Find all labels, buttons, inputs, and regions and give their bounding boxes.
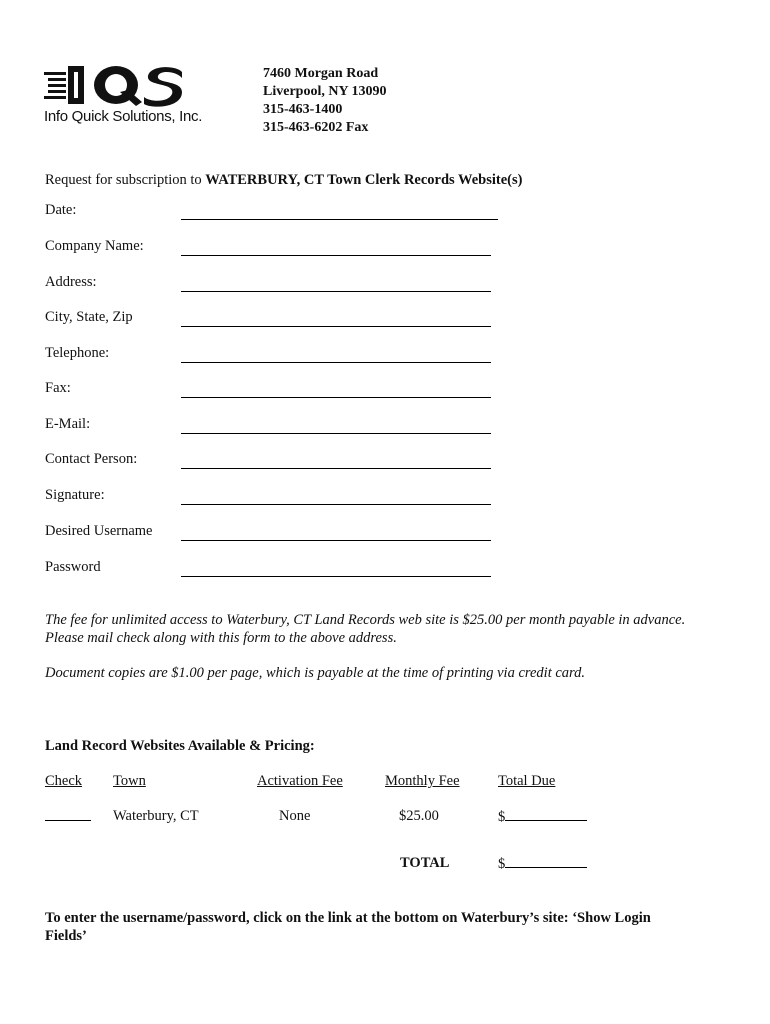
- form-row-company: [45, 238, 505, 258]
- col-header-town: Town: [113, 773, 146, 789]
- form-row-email: [45, 416, 505, 436]
- address-city: Liverpool, NY 13090: [263, 84, 387, 99]
- telephone-field-line[interactable]: [181, 362, 491, 363]
- request-target: WATERBURY, CT Town Clerk Records Website(s): [205, 172, 523, 188]
- form-row-contact-person: [45, 451, 505, 471]
- field-label: Address:: [45, 274, 97, 290]
- fee-text-line2: Please mail check along with this form to the above address.: [45, 630, 397, 646]
- field-label: City, State, Zip: [45, 309, 133, 325]
- col-header-check: Check: [45, 773, 83, 789]
- col-header-monthly-fee: Monthly Fee: [385, 773, 460, 789]
- city-state-zip-field-line[interactable]: [181, 326, 491, 327]
- company-tagline: Info Quick Solutions, Inc.: [44, 108, 203, 125]
- email-field-line[interactable]: [181, 433, 491, 434]
- date-field-line[interactable]: [181, 219, 498, 220]
- activation-fee-value: None: [279, 808, 311, 824]
- form-row-signature: [45, 487, 505, 507]
- fee-text-line1: The fee for unlimited access to Waterbury, CT Land Records web site is $25.00 per month payable in advance.: [45, 612, 686, 628]
- company-address: [263, 65, 387, 137]
- username-field-line[interactable]: [181, 540, 491, 541]
- request-prefix: Request for subscription to: [45, 172, 206, 188]
- signature-field-line[interactable]: [181, 504, 491, 505]
- grand-total-field[interactable]: [498, 855, 587, 873]
- field-label: E-Mail:: [45, 416, 91, 432]
- iqs-logo-mark: [44, 62, 184, 108]
- form-row-username: [45, 523, 505, 543]
- total-due-field[interactable]: [498, 808, 587, 826]
- field-label: Password: [45, 559, 101, 575]
- total-due-currency: $: [498, 809, 506, 825]
- field-label: Date:: [45, 202, 77, 218]
- total-label: TOTAL: [400, 855, 450, 871]
- grand-total-currency: $: [498, 856, 506, 872]
- field-label: Fax:: [45, 380, 71, 396]
- form-row-telephone: [45, 345, 505, 365]
- field-label: Desired Username: [45, 523, 153, 539]
- form-row-city-state-zip: [45, 309, 505, 329]
- pricing-heading: Land Record Websites Available & Pricing:: [45, 738, 315, 754]
- field-label: Contact Person:: [45, 451, 138, 467]
- col-header-total-due: Total Due: [498, 773, 556, 789]
- address-field-line[interactable]: [181, 291, 491, 292]
- town-value: Waterbury, CT: [113, 808, 199, 824]
- form-row-fax: [45, 380, 505, 400]
- field-label: Signature:: [45, 487, 105, 503]
- contact-person-field-line[interactable]: [181, 468, 491, 469]
- password-field-line[interactable]: [181, 576, 491, 577]
- company-logo: [44, 62, 224, 132]
- field-label: Telephone:: [45, 345, 110, 361]
- login-instructions: To enter the username/password, click on the link at the bottom on Waterbury’s site: ‘Show Login Fields’: [45, 910, 651, 944]
- field-label: Company Name:: [45, 238, 144, 254]
- check-blank[interactable]: [45, 808, 91, 826]
- col-header-activation-fee: Activation Fee: [257, 773, 343, 789]
- address-street: 7460 Morgan Road: [263, 66, 379, 81]
- address-fax: 315-463-6202 Fax: [263, 120, 369, 135]
- document-copies-text: Document copies are $1.00 per page, which is payable at the time of printing via credit card.: [45, 665, 586, 681]
- form-row-date: [45, 202, 505, 222]
- form-row-address: [45, 274, 505, 294]
- request-line: [45, 172, 522, 189]
- monthly-fee-value: $25.00: [399, 808, 439, 824]
- fax-field-line[interactable]: [181, 397, 491, 398]
- form-row-password: [45, 559, 505, 579]
- company-field-line[interactable]: [181, 255, 491, 256]
- address-phone: 315-463-1400: [263, 102, 343, 117]
